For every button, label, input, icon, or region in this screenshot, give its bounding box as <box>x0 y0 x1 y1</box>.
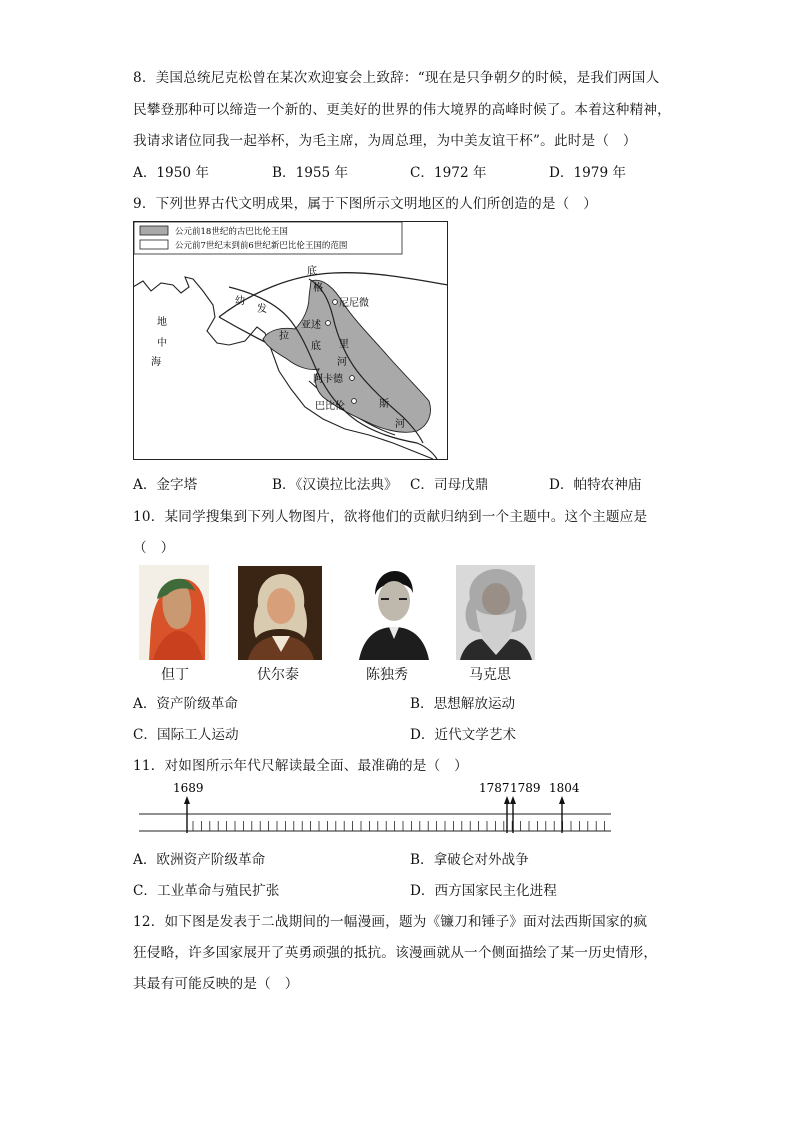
timeline-ruler <box>133 778 613 838</box>
mesopotamia-map <box>133 221 448 461</box>
q10-option-c[interactable]: C．国际工人运动 <box>133 727 239 743</box>
q9-option-d[interactable]: D．帕特农神庙 <box>549 477 642 493</box>
portrait-voltaire <box>238 566 322 660</box>
timeline-year-label: 1787 <box>479 781 510 795</box>
q9-stem: 9．下列世界古代文明成果，属于下图所示文明地区的人们所创造的是（ ） <box>133 196 598 212</box>
label-he2: 河 <box>395 419 405 430</box>
timeline-marker-1789 <box>510 781 541 833</box>
timeline-year-label: 1804 <box>549 781 580 795</box>
caption-marx: 马克思 <box>469 667 511 683</box>
q11-option-b[interactable]: B．拿破仑对外战争 <box>410 852 529 868</box>
portrait-marx <box>456 565 535 660</box>
timeline-year-label: 1789 <box>510 781 541 795</box>
label-zhong-sea: 中 <box>157 338 167 349</box>
q10-option-d[interactable]: D．近代文学艺术 <box>410 727 517 743</box>
label-li: 里 <box>339 339 349 350</box>
q11-option-d[interactable]: D．西方国家民主化进程 <box>410 883 557 899</box>
q10-stem: 10．某同学搜集到下列人物图片，欲将他们的贡献归纳到一个主题中。这个主题应是 <box>133 509 648 525</box>
legend-label-1: 公元前18世纪的古巴比伦王国 <box>175 227 288 237</box>
q11-stem: 11．对如图所示年代尺解读最全面、最准确的是（ ） <box>133 758 468 774</box>
portrait-dante <box>139 565 209 660</box>
label-niniwei: 尼尼微 <box>339 298 369 309</box>
q11-option-a[interactable]: A．欧洲资产阶级革命 <box>133 852 266 868</box>
caption-voltaire: 伏尔泰 <box>257 667 299 683</box>
q10-paren: （ ） <box>133 540 175 556</box>
q10-option-a[interactable]: A．资产阶级革命 <box>133 696 238 712</box>
label-babilun: 巴比伦 <box>315 401 345 412</box>
q9-option-c[interactable]: C．司母戊鼎 <box>410 477 489 493</box>
label-fa: 发 <box>257 304 267 315</box>
q12-line-1: 12．如下图是发表于二战期间的一幅漫画，题为《镰刀和锤子》面对法西斯国家的疯 <box>133 914 648 930</box>
q10-option-b[interactable]: B．思想解放运动 <box>410 696 516 712</box>
q8-option-b[interactable]: B．1955 年 <box>272 165 349 181</box>
portrait-chen-duxiu <box>351 565 435 660</box>
label-he: 河 <box>337 357 347 368</box>
label-di2: 底 <box>307 266 317 277</box>
city-marker-niniwei <box>333 300 338 305</box>
timeline-marker-1689 <box>173 781 204 833</box>
q12-line-3: 其最有可能反映的是（ ） <box>133 976 299 992</box>
legend-swatch-white <box>140 240 168 249</box>
label-akade: 阿卡德 <box>313 374 343 385</box>
q12-line-2: 狂侵略，许多国家展开了英勇顽强的抵抗。该漫画就从一个侧面描绘了某一历史情形， <box>133 945 658 961</box>
q8-line-1: 8．美国总统尼克松曾在某次欢迎宴会上致辞：“现在是只争朝夕的时候，是我们两国人 <box>133 70 660 86</box>
q11-option-c[interactable]: C．工业革命与殖民扩张 <box>133 883 280 899</box>
label-ge: 格 <box>313 283 323 294</box>
legend-label-2: 公元前7世纪末到前6世纪新巴比伦王国的范围 <box>175 241 348 251</box>
label-di-sea: 地 <box>157 317 167 328</box>
city-marker-yashu <box>326 321 331 326</box>
caption-dante: 但丁 <box>161 667 189 683</box>
label-you: 幼 <box>235 296 245 307</box>
timeline-marker-1787 <box>479 781 510 833</box>
label-yashu: 亚述 <box>301 320 321 331</box>
legend-swatch-gray <box>140 226 168 235</box>
label-di: 底 <box>311 341 321 352</box>
q8-option-a[interactable]: A．1950 年 <box>133 165 209 181</box>
q8-option-c[interactable]: C．1972 年 <box>410 165 487 181</box>
city-marker-babilun <box>352 399 357 404</box>
q8-option-d[interactable]: D．1979 年 <box>549 165 627 181</box>
label-hai-sea: 海 <box>151 357 161 368</box>
label-la: 拉 <box>279 331 289 342</box>
city-marker-akade <box>350 376 355 381</box>
q9-option-b[interactable]: B．《汉谟拉比法典》 <box>272 477 398 493</box>
label-si: 斯 <box>379 399 389 410</box>
timeline-marker-1804 <box>549 781 580 833</box>
caption-chen-duxiu: 陈独秀 <box>366 667 408 683</box>
q9-option-a[interactable]: A．金字塔 <box>133 477 198 493</box>
timeline-year-label: 1689 <box>173 781 204 795</box>
q8-line-2: 民攀登那种可以缔造一个新的、更美好的世界的伟大境界的高峰时候了。本着这种精神， <box>133 102 671 118</box>
q8-line-3: 我请求诸位同我一起举杯，为毛主席，为周总理，为中美友谊干杯”。此时是（ ） <box>133 133 637 149</box>
